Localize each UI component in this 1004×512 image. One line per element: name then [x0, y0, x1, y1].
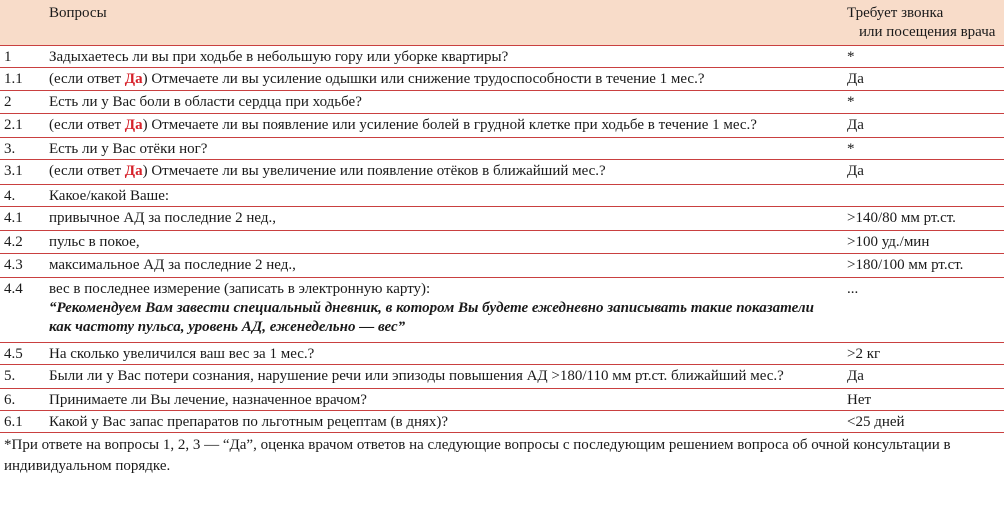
header-answer-line1: Требует звонка	[847, 5, 944, 21]
question-text	[43, 138, 843, 160]
recommendation-note: “Рекомендуем Вам завести специальный дневник, в котором Вы будете ежедневно записывать такие показатели как частоту пульса, уровень АД, еженедельно — вес”	[49, 300, 814, 335]
question-text	[43, 231, 843, 254]
table-row	[0, 254, 1004, 278]
table-row	[0, 365, 1004, 389]
question-number: 4.3	[4, 257, 23, 273]
question-body: ) Отмечаете ли вы увеличение или появление отёков в ближайший мес.?	[142, 163, 606, 179]
question-text	[43, 46, 843, 68]
question-text	[43, 278, 843, 343]
table-row	[0, 160, 1004, 185]
question-text	[43, 207, 843, 231]
footnote: *При ответе на вопросы 1, 2, 3 — “Да”, оценка врачом ответов на следующие вопросы с последующим решением вопроса об очной консультации в индивидуальном порядке.	[4, 437, 951, 474]
answer-threshold: <25 дней	[847, 414, 905, 430]
question-body: Были ли у Вас потери сознания, нарушение речи или эпизоды повышения АД >180/110 мм рт.ст. ближайший мес.?	[49, 368, 784, 384]
question-number: 1.1	[4, 71, 23, 87]
answer-threshold: >2 кг	[847, 346, 881, 362]
answer-threshold: Нет	[847, 392, 872, 408]
header-questions: Вопросы	[49, 5, 107, 21]
answer-threshold: *	[847, 49, 855, 65]
question-text	[43, 365, 843, 389]
question-number: 5.	[4, 368, 16, 384]
table-header	[0, 0, 1004, 46]
question-number: 4.4	[4, 281, 23, 297]
question-number: 2.1	[4, 117, 23, 133]
question-body: ) Отмечаете ли вы усиление одышки или снижение трудоспособности в течение 1 мес.?	[142, 71, 705, 87]
table-row	[0, 411, 1004, 433]
table-row	[0, 91, 1004, 114]
question-number: 4.1	[4, 210, 23, 226]
question-text	[43, 185, 843, 207]
question-number: 6.	[4, 392, 16, 408]
question-body: ) Отмечаете ли вы появление или усиление болей в грудной клетке при ходьбе в течение 1 мес.?	[142, 117, 757, 133]
question-body: вес в последнее измерение (записать в электронную карту):	[49, 281, 431, 297]
question-text	[43, 411, 843, 433]
question-text	[43, 160, 843, 185]
header-answer	[843, 0, 1004, 46]
question-body: Задыхаетесь ли вы при ходьбе в небольшую гору или уборке квартиры?	[49, 49, 509, 65]
header-answer-line2: или посещения врача	[859, 24, 996, 40]
answer-threshold: Да	[847, 368, 864, 384]
question-body: На сколько увеличился ваш вес за 1 мес.?	[49, 346, 315, 362]
question-body: пульс в покое,	[49, 234, 140, 250]
answer-threshold: *	[847, 141, 855, 157]
answer-threshold: >100 уд./мин	[847, 234, 930, 250]
question-text	[43, 68, 843, 91]
question-text	[43, 389, 843, 411]
answer-threshold: Да	[847, 117, 864, 133]
question-text	[43, 343, 843, 365]
question-number: 4.	[4, 188, 16, 204]
table-row	[0, 185, 1004, 207]
question-number: 4.2	[4, 234, 23, 250]
question-number: 4.5	[4, 346, 23, 362]
question-prefix: (если ответ	[49, 71, 125, 87]
answer-threshold: ...	[847, 281, 859, 297]
answer-threshold: Да	[847, 71, 864, 87]
question-number: 6.1	[4, 414, 23, 430]
table-row	[0, 343, 1004, 365]
table-body	[0, 46, 1004, 433]
answer-threshold: *	[847, 94, 855, 110]
question-body: Какое/какой Ваше:	[49, 188, 170, 204]
question-prefix: (если ответ	[49, 117, 125, 133]
yes-emphasis: Да	[124, 163, 143, 179]
question-body: Принимаете ли Вы лечение, назначенное врачом?	[49, 392, 367, 408]
answer-threshold: >180/100 мм рт.ст.	[847, 257, 964, 273]
table-row	[0, 114, 1004, 138]
question-body: Есть ли у Вас боли в области сердца при ходьбе?	[49, 94, 362, 110]
answer-threshold: >140/80 мм рт.ст.	[847, 210, 956, 226]
table-row	[0, 231, 1004, 254]
question-body: Какой у Вас запас препаратов по льготным рецептам (в днях)?	[49, 414, 449, 430]
question-number: 3.1	[4, 163, 23, 179]
table-row	[0, 46, 1004, 68]
question-prefix: (если ответ	[49, 163, 125, 179]
table-row	[0, 278, 1004, 343]
question-number: 1	[4, 49, 12, 65]
question-body: Есть ли у Вас отёки ног?	[49, 141, 208, 157]
question-text	[43, 91, 843, 114]
answer-threshold	[843, 185, 1004, 207]
answer-threshold: Да	[847, 163, 864, 179]
question-number: 2	[4, 94, 12, 110]
table-row	[0, 389, 1004, 411]
table-row	[0, 138, 1004, 160]
header-number-cell	[0, 0, 43, 46]
question-text	[43, 114, 843, 138]
yes-emphasis: Да	[124, 71, 143, 87]
question-number: 3.	[4, 141, 16, 157]
question-text	[43, 254, 843, 278]
question-body: привычное АД за последние 2 нед.,	[49, 210, 276, 226]
question-body: максимальное АД за последние 2 нед.,	[49, 257, 296, 273]
table-row	[0, 68, 1004, 91]
yes-emphasis: Да	[124, 117, 143, 133]
table-row	[0, 207, 1004, 231]
